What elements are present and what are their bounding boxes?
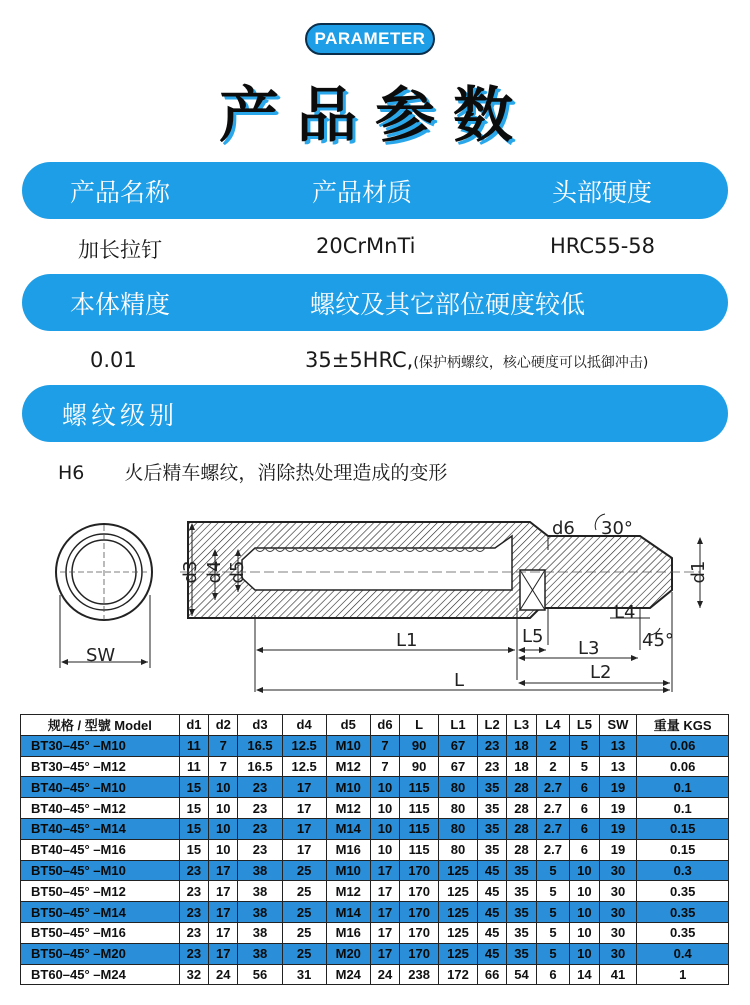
table-cell: 115	[400, 798, 439, 819]
table-cell: 2.7	[536, 839, 570, 860]
table-cell: 172	[439, 964, 478, 985]
table-cell: 6	[536, 964, 570, 985]
table-cell: 35	[477, 839, 506, 860]
table-cell: 45	[477, 902, 506, 923]
table-cell: M12	[326, 756, 370, 777]
table-cell: 17	[209, 922, 238, 943]
table-cell: 7	[209, 756, 238, 777]
table-cell: 45	[477, 860, 506, 881]
table-cell: 67	[439, 756, 478, 777]
table-cell: 115	[400, 839, 439, 860]
table-row	[21, 881, 729, 902]
table-row	[21, 839, 729, 860]
table-cell: M24	[326, 964, 370, 985]
table-cell: 17	[209, 860, 238, 881]
table-cell: 35	[507, 881, 536, 902]
table-cell: 17	[370, 881, 399, 902]
label-d5: d5	[227, 560, 248, 584]
table-cell: 10	[570, 860, 599, 881]
table-cell: M16	[326, 922, 370, 943]
table-cell: 5	[536, 943, 570, 964]
table-cell: 17	[282, 818, 326, 839]
table-cell: 125	[439, 902, 478, 923]
column-header: d4	[282, 715, 326, 736]
table-cell: 6	[570, 777, 599, 798]
table-cell: M14	[326, 818, 370, 839]
table-cell: 10	[370, 818, 399, 839]
label-angle-30: 30°	[601, 518, 633, 539]
table-cell: 5	[570, 735, 599, 756]
column-header: d6	[370, 715, 399, 736]
table-cell: 23	[238, 818, 282, 839]
column-header: 规格 / 型號 Model	[21, 715, 180, 736]
column-header: 重量 KGS	[637, 715, 729, 736]
table-cell: 0.06	[637, 735, 729, 756]
table-cell: 90	[400, 756, 439, 777]
table-cell: 19	[599, 777, 637, 798]
column-header: L4	[536, 715, 570, 736]
table-cell: 17	[209, 881, 238, 902]
table-cell: 35	[507, 860, 536, 881]
table-cell: M12	[326, 798, 370, 819]
parameter-badge: PARAMETER	[305, 23, 435, 55]
table-cell: 30	[599, 860, 637, 881]
table-cell: 80	[439, 839, 478, 860]
column-header: SW	[599, 715, 637, 736]
label-d1: d1	[688, 560, 709, 584]
model-cell: BT50–45° –M20	[21, 943, 180, 964]
table-cell: 115	[400, 777, 439, 798]
model-cell: BT40–45° –M12	[21, 798, 180, 819]
model-cell: BT40–45° –M10	[21, 777, 180, 798]
table-cell: 35	[477, 777, 506, 798]
table-row	[21, 818, 729, 839]
table-cell: 0.15	[637, 839, 729, 860]
table-cell: 170	[400, 902, 439, 923]
label-d3: d3	[180, 560, 201, 584]
table-cell: 38	[238, 902, 282, 923]
table-cell: 7	[370, 735, 399, 756]
label-d4: d4	[204, 560, 225, 584]
table-cell: 24	[370, 964, 399, 985]
table-cell: M12	[326, 881, 370, 902]
table-cell: 90	[400, 735, 439, 756]
table-cell: M10	[326, 860, 370, 881]
label-angle-45: 45°	[642, 630, 674, 651]
table-cell: 45	[477, 881, 506, 902]
table-cell: 11	[179, 756, 208, 777]
table-cell: 80	[439, 798, 478, 819]
table-cell: M14	[326, 902, 370, 923]
value-hardness: HRC55-58	[550, 234, 656, 258]
table-row	[21, 922, 729, 943]
table-cell: 0.35	[637, 922, 729, 943]
table-cell: 80	[439, 777, 478, 798]
table-cell: 17	[370, 902, 399, 923]
page-title: 产品参数	[219, 81, 531, 151]
thread-grade-desc: 火后精车螺纹，消除热处理造成的变形	[124, 462, 448, 484]
table-row	[21, 943, 729, 964]
table-cell: 31	[282, 964, 326, 985]
table-cell: 12.5	[282, 735, 326, 756]
model-cell: BT50–45° –M14	[21, 902, 180, 923]
table-cell: 30	[599, 922, 637, 943]
table-cell: 18	[507, 756, 536, 777]
table-cell: 16.5	[238, 735, 282, 756]
table-cell: 125	[439, 881, 478, 902]
table-cell: 41	[599, 964, 637, 985]
label-l4: L4	[614, 602, 636, 623]
table-cell: 23	[238, 839, 282, 860]
table-cell: 10	[370, 798, 399, 819]
band-label-thread-hardness: 螺纹及其它部位硬度较低	[310, 289, 586, 319]
band-label-material: 产品材质	[312, 177, 413, 207]
table-cell: 12.5	[282, 756, 326, 777]
table-cell: 35	[507, 943, 536, 964]
table-cell: 38	[238, 922, 282, 943]
table-cell: 23	[179, 860, 208, 881]
table-cell: 10	[570, 902, 599, 923]
table-cell: 23	[179, 943, 208, 964]
table-cell: 6	[570, 798, 599, 819]
column-header: L1	[439, 715, 478, 736]
value-material: 20CrMnTi	[316, 234, 416, 258]
thread-grade-line	[58, 458, 447, 485]
table-cell: 11	[179, 735, 208, 756]
table-cell: 28	[507, 839, 536, 860]
table-cell: 19	[599, 839, 637, 860]
table-cell: 38	[238, 943, 282, 964]
model-cell: BT30–45° –M10	[21, 735, 180, 756]
table-cell: 23	[238, 777, 282, 798]
table-cell: 25	[282, 881, 326, 902]
label-l3: L3	[578, 638, 600, 659]
table-cell: 17	[370, 922, 399, 943]
column-header: L3	[507, 715, 536, 736]
table-row	[21, 756, 729, 777]
table-row	[21, 777, 729, 798]
table-cell: 1	[637, 964, 729, 985]
band-label-name: 产品名称	[70, 177, 171, 207]
table-row	[21, 964, 729, 985]
table-cell: 10	[370, 839, 399, 860]
table-cell: 7	[209, 735, 238, 756]
column-header: d5	[326, 715, 370, 736]
table-cell: 35	[477, 798, 506, 819]
table-cell: 10	[570, 922, 599, 943]
table-cell: 45	[477, 943, 506, 964]
table-cell: 19	[599, 818, 637, 839]
table-cell: 23	[477, 756, 506, 777]
table-cell: 25	[282, 860, 326, 881]
table-cell: 80	[439, 818, 478, 839]
table-cell: 25	[282, 943, 326, 964]
label-sw: SW	[86, 645, 116, 666]
model-cell: BT50–45° –M10	[21, 860, 180, 881]
table-cell: 2.7	[536, 798, 570, 819]
table-cell: 125	[439, 943, 478, 964]
table-cell: 45	[477, 922, 506, 943]
table-cell: 0.1	[637, 798, 729, 819]
table-cell: 19	[599, 798, 637, 819]
table-cell: 23	[179, 881, 208, 902]
model-cell: BT40–45° –M14	[21, 818, 180, 839]
table-cell: 30	[599, 902, 637, 923]
table-cell: 10	[209, 839, 238, 860]
table-cell: 28	[507, 818, 536, 839]
thread-hardness-note: (保护柄螺纹，核心硬度可以抵御冲击)	[413, 355, 649, 371]
table-cell: 0.4	[637, 943, 729, 964]
table-cell: 0.15	[637, 818, 729, 839]
column-header: d3	[238, 715, 282, 736]
technical-drawing	[0, 500, 750, 700]
column-header: L	[400, 715, 439, 736]
table-cell: 17	[209, 902, 238, 923]
spec-table-body	[21, 735, 729, 985]
model-cell: BT40–45° –M16	[21, 839, 180, 860]
table-cell: 16.5	[238, 756, 282, 777]
table-cell: 15	[179, 777, 208, 798]
table-cell: 15	[179, 798, 208, 819]
table-cell: 5	[536, 922, 570, 943]
table-cell: 66	[477, 964, 506, 985]
column-header: L2	[477, 715, 506, 736]
label-d6: d6	[552, 518, 575, 539]
header-band-thread-grade	[22, 385, 728, 442]
table-cell: 23	[477, 735, 506, 756]
value-name: 加长拉钉	[78, 238, 162, 262]
table-cell: 2	[536, 735, 570, 756]
table-cell: 6	[570, 818, 599, 839]
table-cell: 10	[209, 777, 238, 798]
band-label-precision: 本体精度	[70, 289, 171, 319]
table-cell: 23	[179, 922, 208, 943]
table-cell: 238	[400, 964, 439, 985]
table-cell: 0.06	[637, 756, 729, 777]
table-cell: 17	[370, 943, 399, 964]
table-cell: 17	[282, 839, 326, 860]
table-cell: M10	[326, 735, 370, 756]
table-cell: 38	[238, 881, 282, 902]
table-cell: 30	[599, 943, 637, 964]
table-cell: 25	[282, 922, 326, 943]
table-cell: 125	[439, 860, 478, 881]
table-cell: 0.3	[637, 860, 729, 881]
table-cell: 14	[570, 964, 599, 985]
table-cell: M16	[326, 839, 370, 860]
band-label-thread-grade: 螺纹级别	[62, 400, 179, 430]
table-cell: 170	[400, 922, 439, 943]
label-l5: L5	[522, 626, 544, 647]
table-row	[21, 798, 729, 819]
table-cell: 0.35	[637, 902, 729, 923]
table-row	[21, 735, 729, 756]
table-cell: 15	[179, 818, 208, 839]
table-cell: 0.35	[637, 881, 729, 902]
table-cell: 67	[439, 735, 478, 756]
table-cell: 17	[282, 777, 326, 798]
table-cell: 23	[179, 902, 208, 923]
table-cell: 13	[599, 756, 637, 777]
column-header: d2	[209, 715, 238, 736]
spec-table	[20, 714, 729, 985]
table-cell: 54	[507, 964, 536, 985]
table-cell: 35	[507, 902, 536, 923]
table-cell: 17	[370, 860, 399, 881]
column-header: L5	[570, 715, 599, 736]
label-l: L	[454, 670, 465, 691]
thread-hardness-value: 35±5HRC,	[305, 348, 414, 372]
table-row	[21, 860, 729, 881]
table-cell: 0.1	[637, 777, 729, 798]
model-cell: BT30–45° –M12	[21, 756, 180, 777]
table-cell: 38	[238, 860, 282, 881]
model-cell: BT50–45° –M12	[21, 881, 180, 902]
table-cell: 10	[209, 818, 238, 839]
table-cell: 170	[400, 860, 439, 881]
label-l2: L2	[590, 662, 612, 683]
table-cell: 25	[282, 902, 326, 923]
value-precision: 0.01	[90, 348, 137, 372]
header-band-product	[22, 162, 728, 219]
table-cell: 5	[536, 881, 570, 902]
value-thread-hardness	[305, 348, 648, 372]
table-cell: 5	[570, 756, 599, 777]
table-cell: 35	[507, 922, 536, 943]
spec-table-header	[21, 715, 729, 736]
table-cell: 28	[507, 798, 536, 819]
table-cell: 15	[179, 839, 208, 860]
label-l1: L1	[396, 630, 418, 651]
table-cell: 125	[439, 922, 478, 943]
table-cell: 17	[282, 798, 326, 819]
thread-grade-code: H6	[58, 462, 85, 484]
table-cell: 23	[238, 798, 282, 819]
table-cell: 32	[179, 964, 208, 985]
table-cell: 56	[238, 964, 282, 985]
table-cell: M20	[326, 943, 370, 964]
model-cell: BT50–45° –M16	[21, 922, 180, 943]
table-cell: 10	[570, 943, 599, 964]
table-cell: 30	[599, 881, 637, 902]
column-header: d1	[179, 715, 208, 736]
table-cell: 170	[400, 943, 439, 964]
table-cell: 10	[370, 777, 399, 798]
table-row	[21, 902, 729, 923]
table-cell: 2.7	[536, 818, 570, 839]
table-cell: M10	[326, 777, 370, 798]
table-cell: 10	[570, 881, 599, 902]
table-cell: 28	[507, 777, 536, 798]
header-band-precision	[22, 274, 728, 331]
table-cell: 2.7	[536, 777, 570, 798]
table-cell: 18	[507, 735, 536, 756]
table-cell: 7	[370, 756, 399, 777]
table-cell: 35	[477, 818, 506, 839]
table-cell: 5	[536, 860, 570, 881]
table-cell: 5	[536, 902, 570, 923]
table-cell: 115	[400, 818, 439, 839]
table-cell: 13	[599, 735, 637, 756]
table-cell: 2	[536, 756, 570, 777]
model-cell: BT60–45° –M24	[21, 964, 180, 985]
table-cell: 17	[209, 943, 238, 964]
band-label-hardness: 头部硬度	[552, 177, 653, 207]
table-cell: 24	[209, 964, 238, 985]
table-cell: 6	[570, 839, 599, 860]
table-cell: 10	[209, 798, 238, 819]
table-cell: 170	[400, 881, 439, 902]
